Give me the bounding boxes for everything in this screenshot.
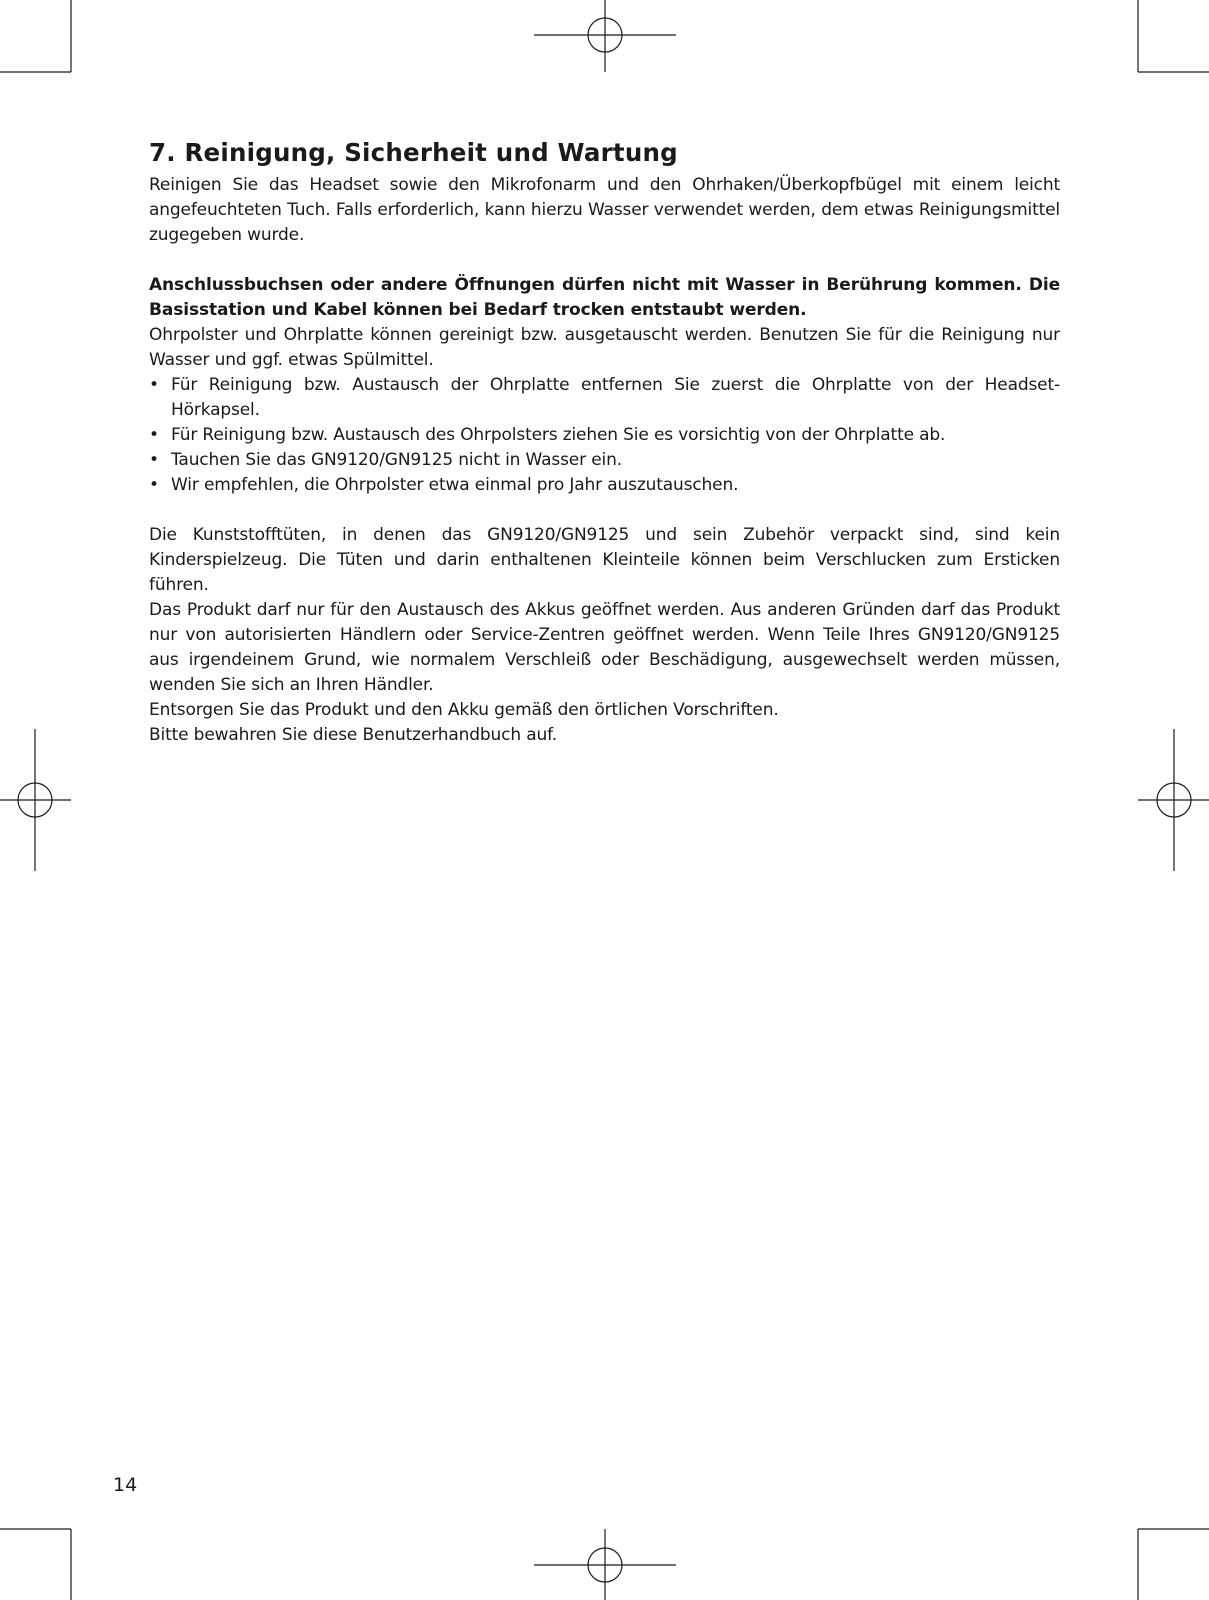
list-item-text: Tauchen Sie das GN9120/GN9125 nicht in Wasser ein. [171, 450, 622, 470]
ear-pad-cleaning: Ohrpolster und Ohrplatte können gereinigt bzw. ausgetauscht werden. Benutzen Sie für die Reinigung nur Wasser und ggf. etwas Spülmittel. [149, 325, 1060, 370]
list-item [149, 423, 1060, 448]
registration-mark-right [1138, 729, 1209, 871]
crop-mark-bottom-left [0, 1529, 71, 1600]
list-item [149, 448, 1060, 473]
crop-mark-top-right [1138, 0, 1209, 72]
paragraph-spacer [149, 498, 1060, 523]
water-warning: Anschlussbuchsen oder andere Öffnungen dürfen nicht mit Wasser in Berührung kommen. Die Basisstation und Kabel können bei Bedarf trocken entstaubt werden. [149, 275, 1060, 320]
list-item-text: Wir empfehlen, die Ohrpolster etwa einmal pro Jahr auszutauschen. [171, 475, 739, 495]
packaging-warning: Die Kunststofftüten, in denen das GN9120/GN9125 und sein Zubehör verpackt sind, sind kein Kinderspielzeug. Die Tüten und darin enthaltenen Kleinteile können beim Verschlucken zum Ersticken führen. [149, 525, 1060, 595]
opening-notice: Das Produkt darf nur für den Austausch des Akkus geöffnet werden. Aus anderen Gründen darf das Produkt nur von autorisierten Händlern oder Service-Zentren geöffnet werden. Wenn Teile Ihres GN9120/GN9125 aus irgendeinem Grund, wie normalem Verschleiß oder Beschädigung, ausgewechselt werden müssen, wenden Sie sich an Ihren Händler. [149, 600, 1060, 695]
registration-mark-left [0, 729, 71, 871]
section-heading: 7. Reinigung, Sicherheit und Wartung [149, 138, 678, 167]
page-number: 14 [113, 1474, 138, 1496]
paragraph-spacer [149, 248, 1060, 273]
bullet-symbol: • [149, 375, 159, 395]
registration-mark-bottom [534, 1529, 676, 1600]
disposal-notice: Entsorgen Sie das Produkt und den Akku gemäß den örtlichen Vorschriften. [149, 700, 779, 720]
keep-manual-notice: Bitte bewahren Sie diese Benutzerhandbuch auf. [149, 725, 557, 745]
list-item-text: Für Reinigung bzw. Austausch des Ohrpolsters ziehen Sie es vorsichtig von der Ohrplatte ab. [171, 425, 946, 445]
cleaning-bullet-list [149, 373, 1060, 498]
cleaning-instructions: Reinigen Sie das Headset sowie den Mikrofonarm und den Ohrhaken/Überkopfbügel mit einem leicht angefeuchteten Tuch. Falls erforderlich, kann hierzu Wasser verwendet werden, dem etwas Reinigungsmittel zugegeben wurde. [149, 175, 1060, 245]
list-item [149, 373, 1060, 423]
crop-mark-top-left [0, 0, 71, 72]
registration-mark-top [534, 0, 676, 72]
list-item [149, 473, 1060, 498]
section-content [149, 132, 1060, 748]
bullet-symbol: • [149, 450, 159, 470]
list-item-text: Für Reinigung bzw. Austausch der Ohrplatte entfernen Sie zuerst die Ohrplatte von der Headset-Hörkapsel. [171, 375, 1060, 420]
bullet-symbol: • [149, 425, 159, 445]
crop-mark-bottom-right [1138, 1529, 1209, 1600]
bullet-symbol: • [149, 475, 159, 495]
